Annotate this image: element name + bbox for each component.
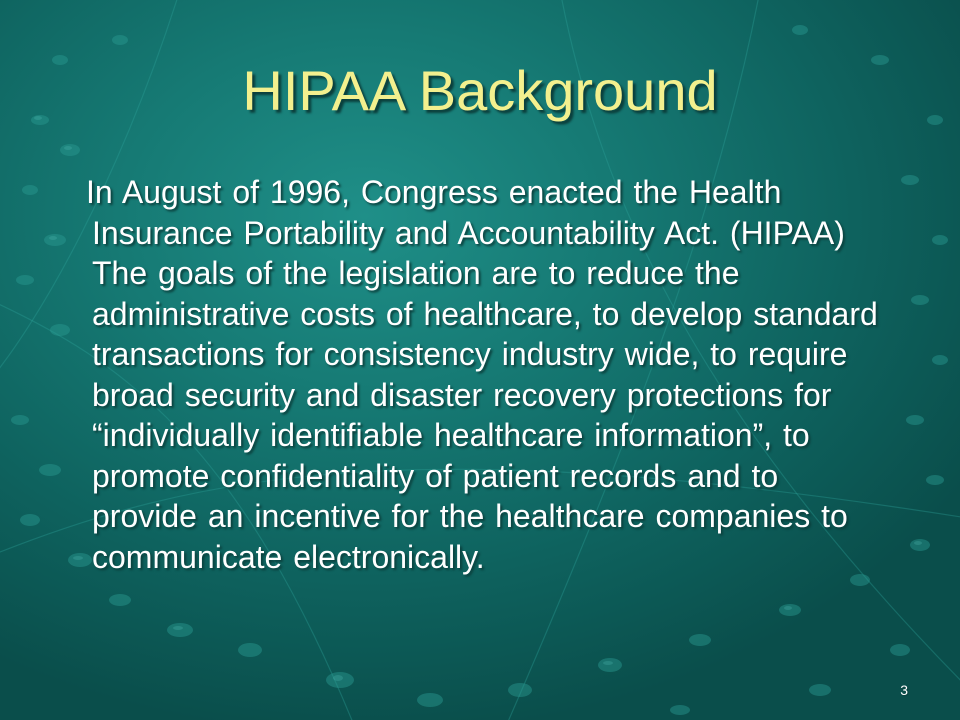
slide-title: HIPAA Background <box>242 59 718 122</box>
body-paragraph: In August of 1996, Congress enacted the Health Insurance Portability and Accountability Act. (HIPAA) The goals of the legislation are to reduce the administrative costs of healthcare, to develop standard transactions for consistency industry wide, to require broad security and disaster recovery protections for “individually identifiable healthcare information”, to promote confidentiality of patient records and to provide an incentive for the healthcare companies to communicate electronically. <box>86 174 878 575</box>
page-number: 3 <box>900 682 908 698</box>
